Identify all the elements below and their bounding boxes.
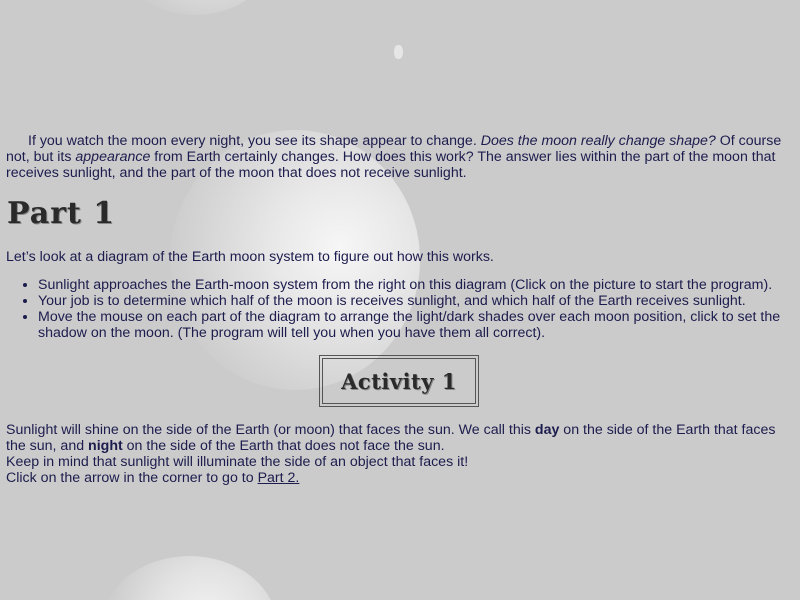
closing-line-3: [6, 470, 796, 486]
closing-line-2: Keep in mind that sunlight will illuminate the side of an object that faces it!: [6, 454, 469, 470]
lead-sentence: Let’s look at a diagram of the Earth moon system to figure out how this works.: [6, 249, 494, 265]
closing-text-a: Sunlight will shine on the side of the Earth (or moon) that faces the sun. We call this: [6, 422, 535, 438]
closing-line-3-text: Click on the arrow in the corner to go to: [6, 470, 258, 486]
closing-paragraph: [6, 422, 796, 486]
intro-appearance-word: appearance: [75, 149, 151, 165]
activity-1-button[interactable]: [319, 355, 479, 407]
intro-text-3: from Earth certainly changes. How does this work? The answer lies within the part of the moon that receives sunlight, and the part of the moon that does not receive sunlight.: [6, 149, 776, 181]
part-1-heading: Part 1: [7, 196, 116, 231]
day-word: day: [534, 422, 560, 438]
intro-question: Does the moon really change shape?: [480, 133, 716, 149]
moon-background-image-bottom: [102, 556, 277, 600]
part-2-link[interactable]: Part 2.: [257, 470, 300, 486]
intro-paragraph: [6, 133, 786, 181]
moon-background-image-top: [108, 0, 283, 15]
night-word: night: [88, 438, 123, 454]
instruction-list: [0, 277, 800, 341]
intro-text-2: Of course not, but its: [6, 133, 782, 165]
list-item: • Sunlight approaches the Earth-moon system from the right on this diagram (Click on the picture to start the program).: [38, 277, 800, 293]
background-speck: [394, 45, 403, 59]
intro-text-1: If you watch the moon every night, you see its shape appear to change.: [28, 133, 481, 149]
closing-line-1: [6, 422, 796, 454]
closing-text-b: on the side of the Earth that faces the sun, and: [6, 422, 776, 454]
list-item: • Move the mouse on each part of the diagram to arrange the light/dark shades over each moon position, click to set the shadow on the moon. (The program will tell you when you have them all correct).: [38, 309, 800, 341]
activity-1-label: Activity 1: [322, 358, 476, 404]
list-item: • Your job is to determine which half of the moon is receives sunlight, and which half of the Earth receives sunlight.: [38, 293, 800, 309]
closing-text-c: on the side of the Earth that does not face the sun.: [122, 438, 445, 454]
